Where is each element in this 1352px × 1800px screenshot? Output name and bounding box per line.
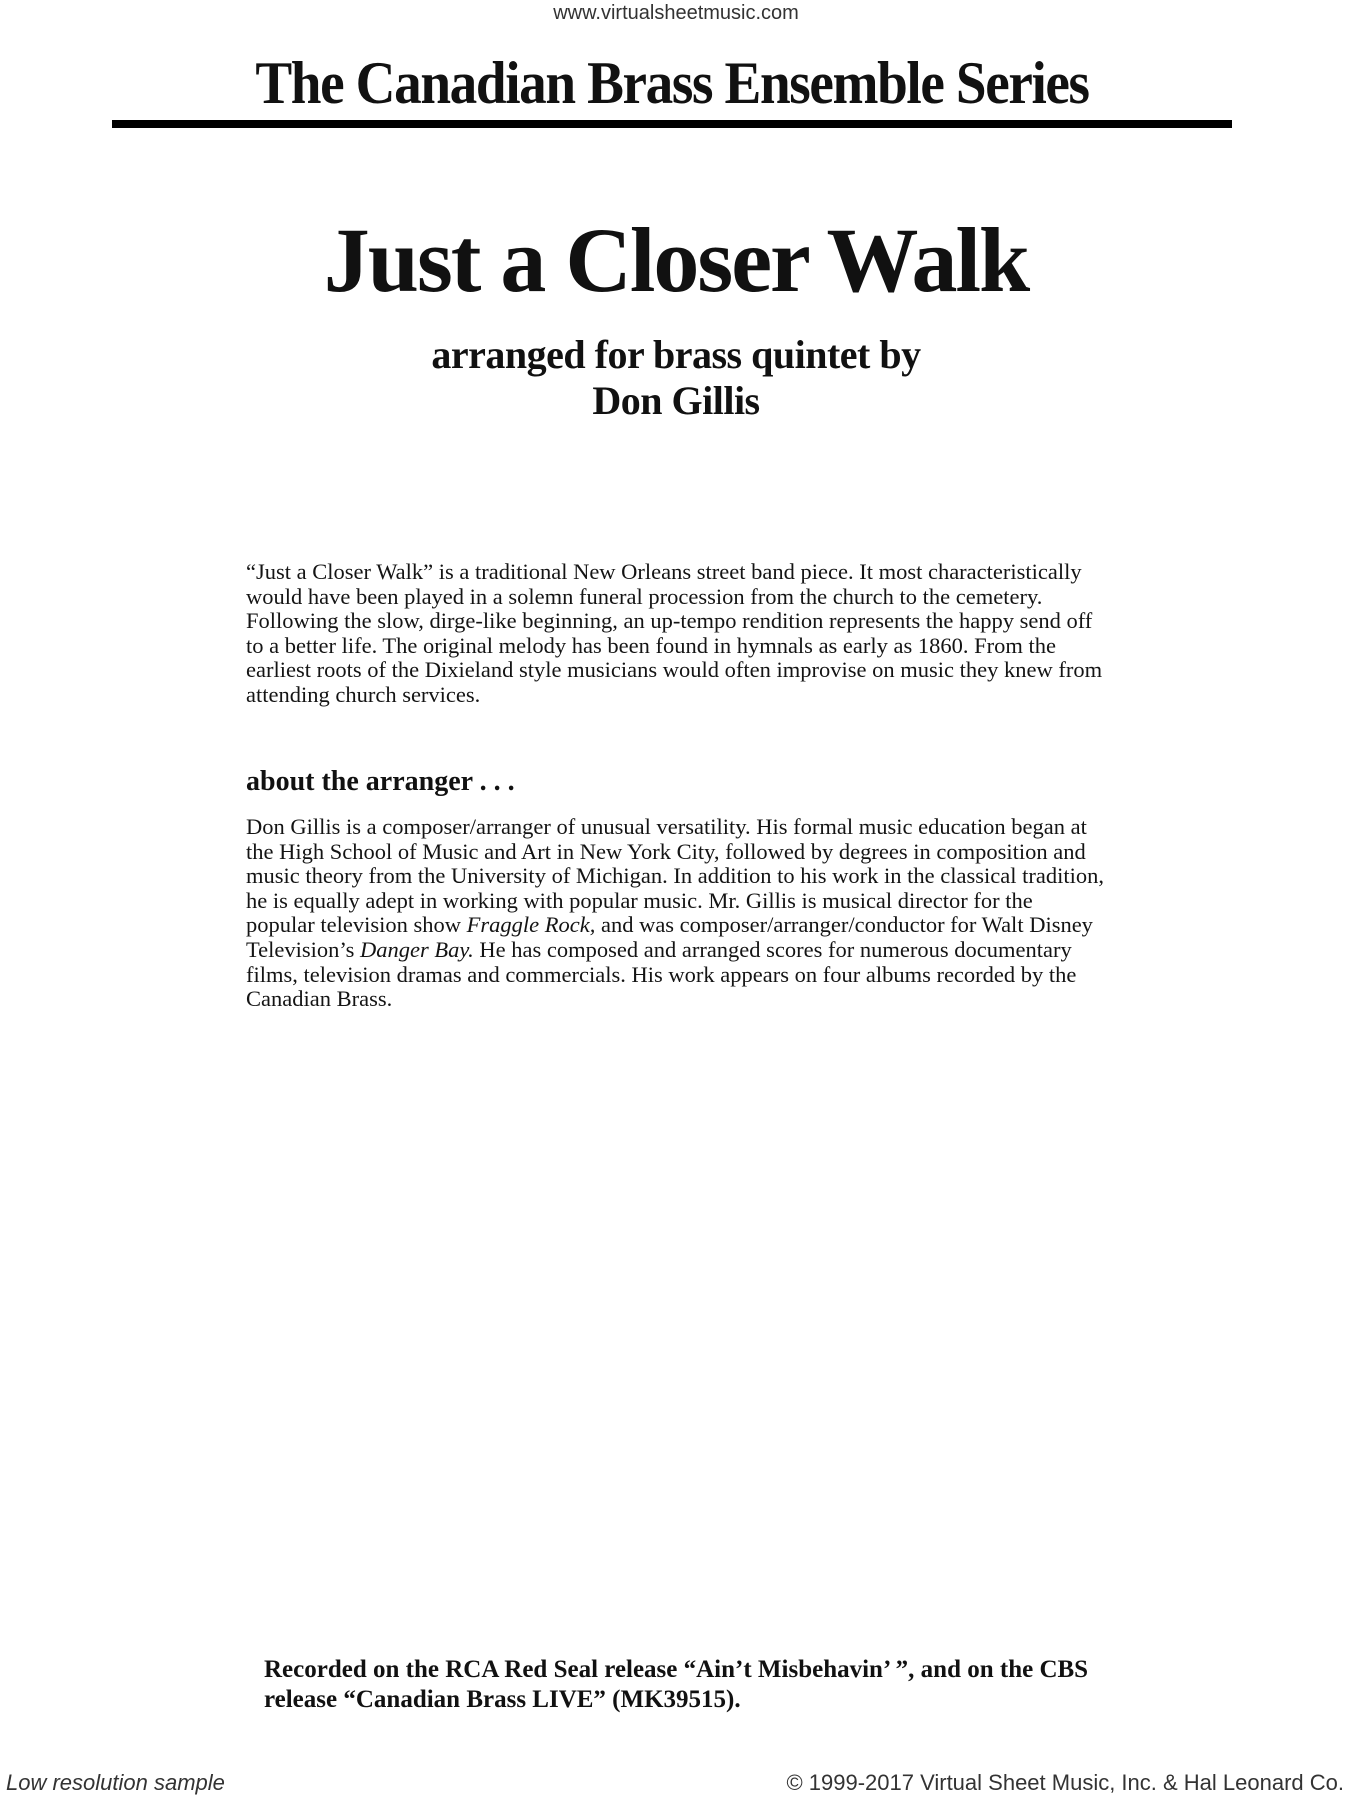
intro-paragraph: “Just a Closer Walk” is a traditional New Orleans street band piece. It most characteristically would have been played in a solemn funeral procession from the church to the cemetery. Following the slow, dirge-like beginning, an up-tempo rendition represents the happy send off to a better life. The original melody has been found in hymnals as early as 1860. From the earliest roots of the Dixieland style musicians would often improvise on music they knew from attending church services.	[246, 559, 1103, 707]
arranger-bio-paragraph	[246, 815, 1106, 1012]
bio-text-part-1: Don Gillis is a composer/arranger of unusual versatility. His formal music education began at the High School of Music and Art in New York City, followed by degrees in composition and music theory from the University of Michigan. In addition to his work in the classical tradition, he is equally adept in working with popular music. Mr. Gillis is musical director for the popular television show	[246, 814, 1104, 938]
copyright-notice: © 1999-2017 Virtual Sheet Music, Inc. & Hal Leonard Co.	[786, 1770, 1344, 1795]
about-arranger-heading: about the arranger . . .	[246, 766, 515, 797]
piece-title: Just a Closer Walk	[323, 209, 1029, 311]
recording-note: Recorded on the RCA Red Seal release “Ain’t Misbehavin’ ”, and on the CBS release “Canadian Brass LIVE” (MK39515).	[264, 1656, 1089, 1713]
low-resolution-notice: Low resolution sample	[6, 1770, 225, 1795]
watermark-url: www.virtualsheetmusic.com	[553, 2, 799, 24]
arranged-for-line: arranged for brass quintet by	[431, 332, 921, 377]
bio-show-title-1: Fraggle Rock,	[466, 912, 596, 938]
series-title: The Canadian Brass Ensemble Series	[255, 50, 1089, 116]
bio-show-title-2: Danger Bay.	[360, 936, 474, 962]
bio-text-part-3: He has composed and arranged scores for numerous documentary films, television dramas and commercials. His work appears on four albums recorded by the Canadian Brass.	[246, 936, 1077, 1012]
series-title-underline	[112, 120, 1232, 128]
bio-text-part-2: and was composer/arranger/conductor for Walt Disney Television’s	[246, 912, 1093, 962]
arranger-name: Don Gillis	[592, 378, 760, 423]
